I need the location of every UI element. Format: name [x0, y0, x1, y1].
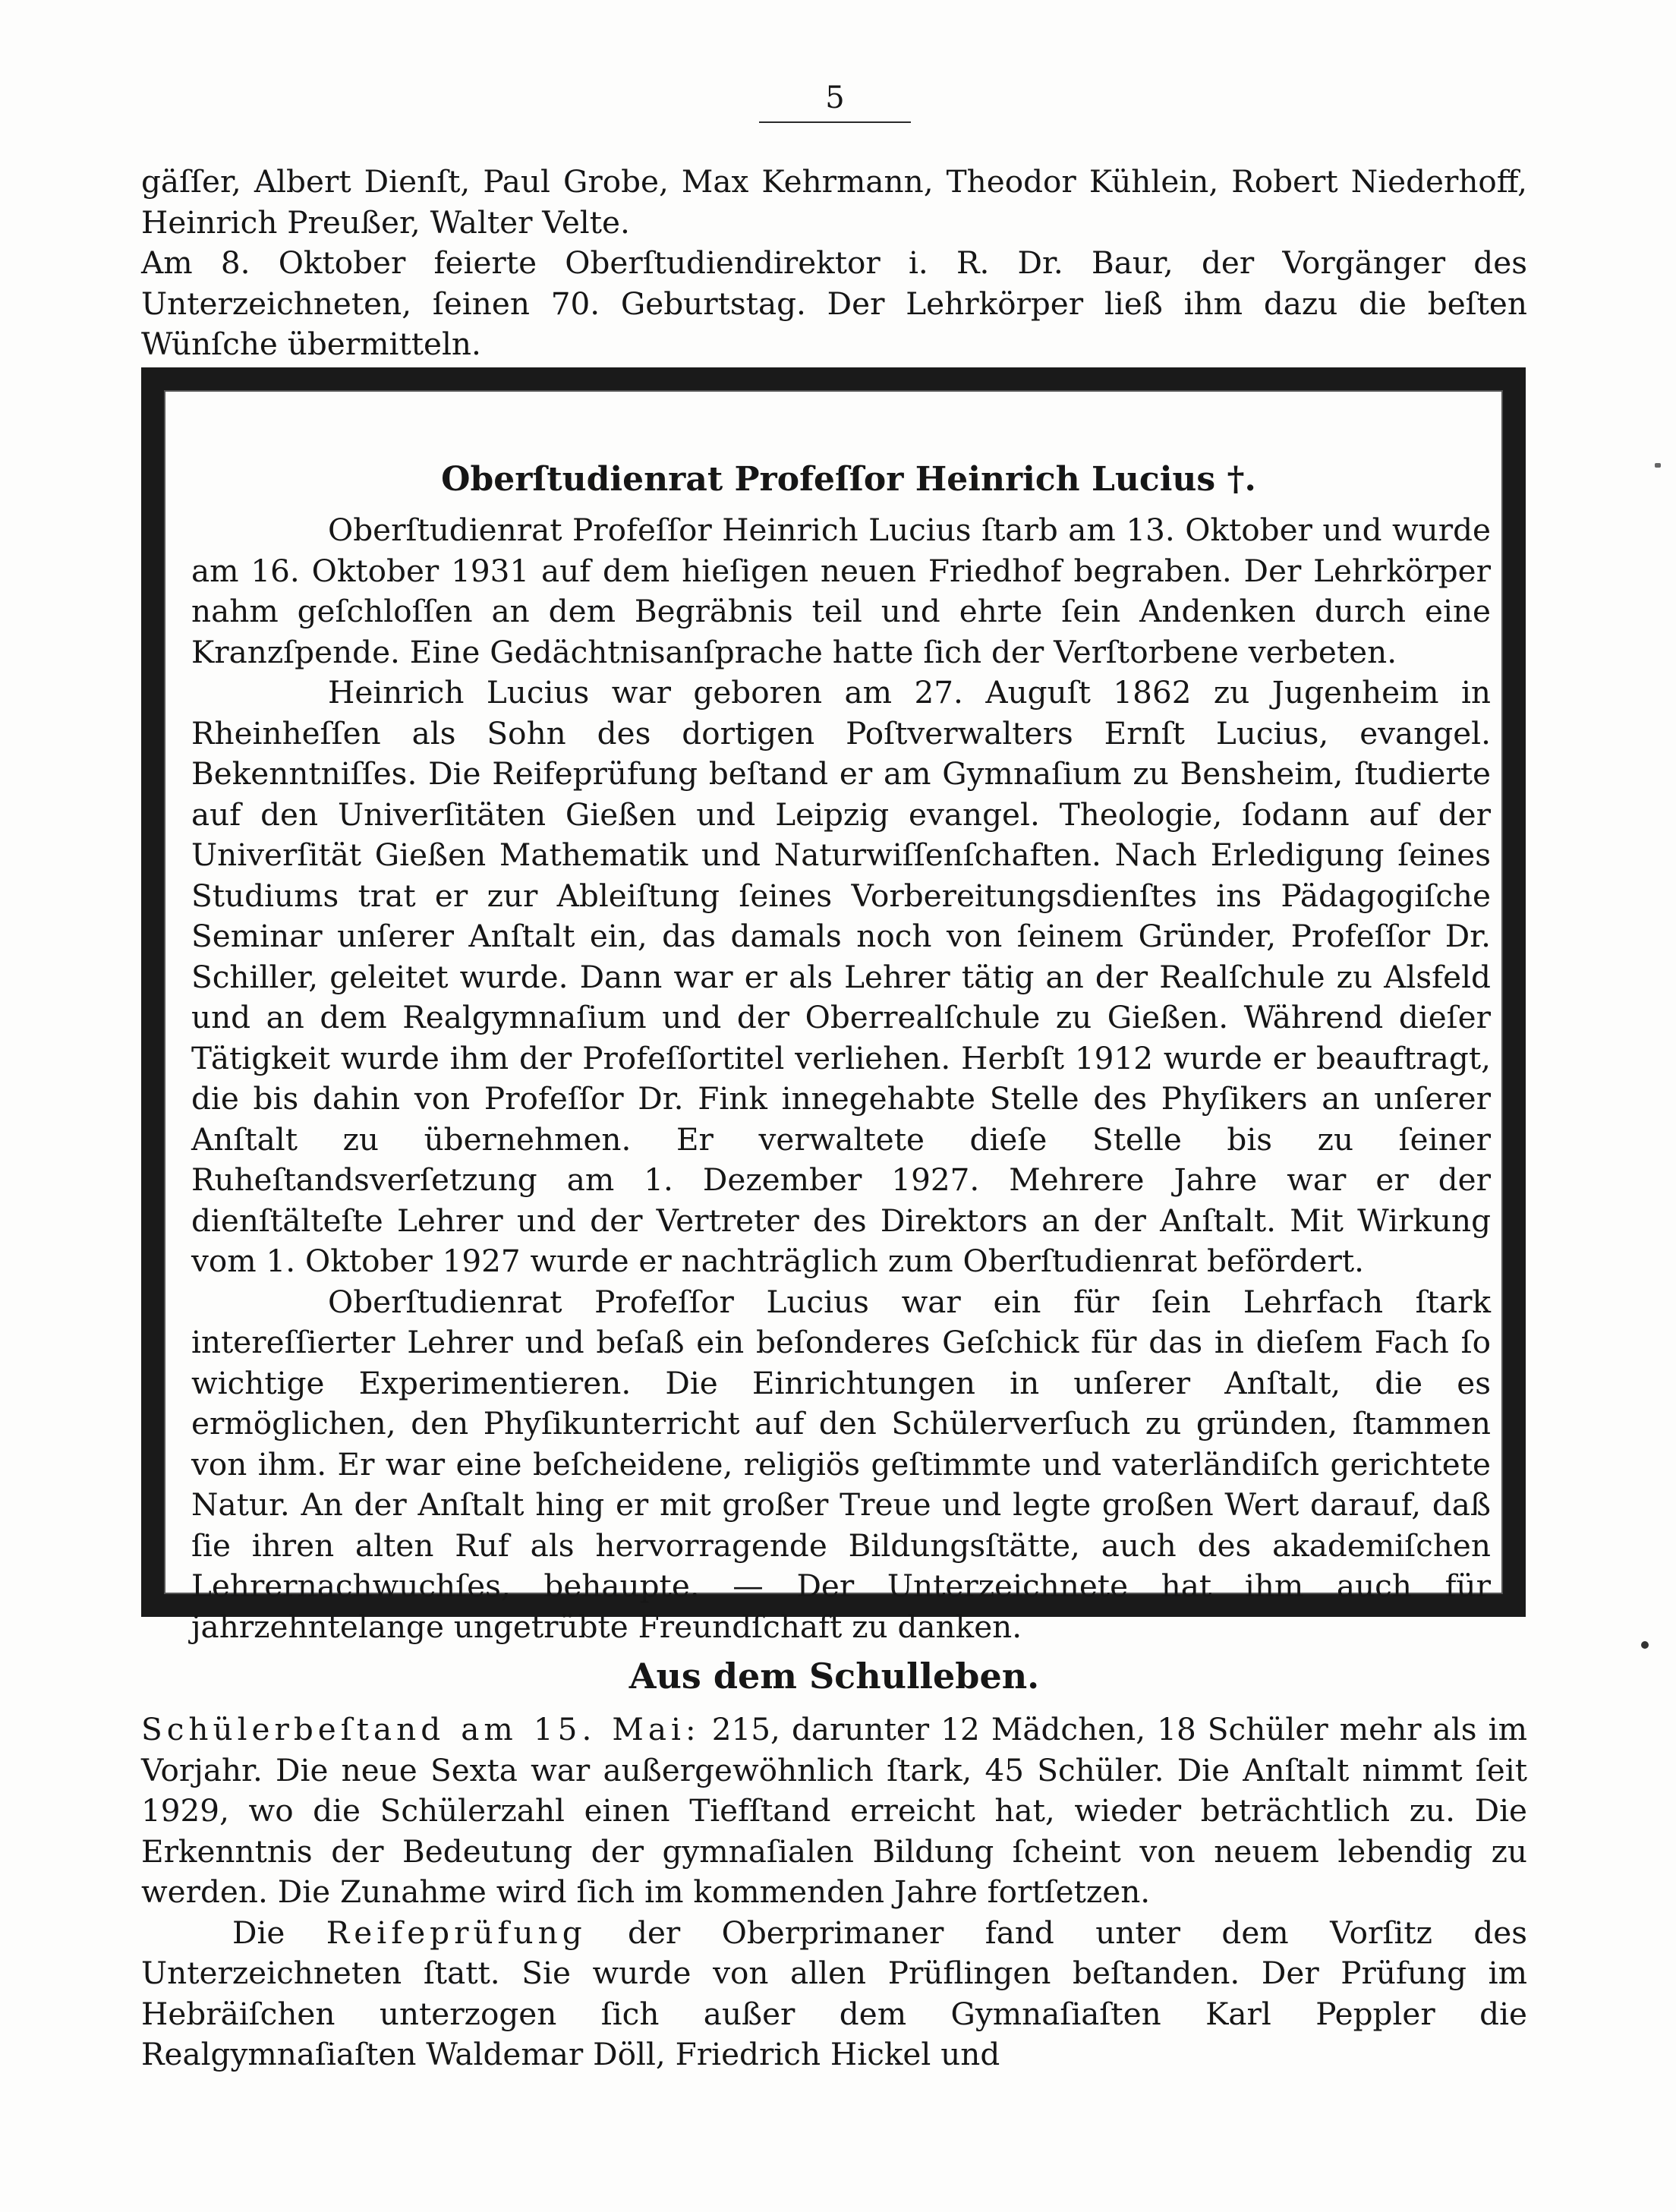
obituary-body: [191, 510, 1491, 1647]
top-text-block: [141, 162, 1527, 365]
final-exam-text: der Oberprimaner fand unter dem Vorſitz des Unterzeichneten ſtatt. Sie wurde von allen Prüflingen beſtanden. Der Prüfung im Hebräiſchen unterzogen ſich außer dem Gymnaſiaſten Karl Peppler die Realgymnaſiaſten Waldemar Döll, Friedrich Hickel und: [141, 1914, 1528, 2072]
paragraph-name-list: gäſſer, Albert Dienſt, Paul Grobe, Max Kehrmann, Theodor Kühlein, Robert Niederhoff, Heinrich Preußer, Walter Velte.: [141, 163, 1527, 241]
obituary-title: Oberſtudienrat Profeſſor Heinrich Lucius †.: [441, 460, 1256, 499]
margin-small-mark: [1655, 463, 1661, 468]
final-exam-lead: Reifeprüfung: [326, 1914, 587, 1951]
section-title: Aus dem Schulleben.: [628, 1656, 1040, 1697]
student-count-text: 215, darunter 12 Mädchen, 18 Schüler mehr als im Vorjahr. Die neue Sexta war außergewöhnlich ſtark, 45 Schüler. Die Anſtalt nimmt ſeit 1929, wo die Schülerzahl einen Tiefſtand erreicht hat, wieder beträchtlich zu. Die Erkenntnis der Bedeutung der gymnaſialen Bildung ſcheint von neuem lebendig zu werden. Die Zunahme wird ſich im kommenden Jahre fortſetzen.: [141, 1711, 1527, 1910]
page-number-rule: [759, 121, 911, 123]
school-life-text: [141, 1709, 1527, 2075]
final-exam-pre: Die: [232, 1914, 326, 1951]
paragraph-final-exam: [141, 1913, 1527, 2075]
obituary-paragraph-death: Oberſtudienrat Profeſſor Heinrich Lucius ſtarb am 13. Oktober und wurde am 16. Oktober 1931 auf dem hieſigen neuen Friedhof begraben. Der Lehrkörper nahm geſchloſſen an dem Begräbnis teil und ehrte ſein Andenken durch eine Kranzſpende. Eine Gedächtnisanſprache hatte ſich der Verſtorbene verbeten.: [191, 512, 1491, 670]
obituary-paragraph-biography: Heinrich Lucius war geboren am 27. Auguſt 1862 zu Jugenheim in Rheinheſſen als Sohn des dortigen Poſtverwalters Ernſt Lucius, evangel. Bekenntniſſes. Die Reifeprüfung beſtand er am Gymnaſium zu Bensheim, ſtudierte auf den Univerſitäten Gießen und Leipzig evangel. Theologie, ſodann auf der Univerſität Gießen Mathematik und Naturwiſſenſchaften. Nach Erledigung ſeines Studiums trat er zur Ableiſtung ſeines Vorbereitungsdienſtes ins Pädagogiſche Seminar unſerer Anſtalt ein, das damals noch von ſeinem Gründer, Profeſſor Dr. Schiller, geleitet wurde. Dann war er als Lehrer tätig an der Realſchule zu Alsfeld und an dem Realgymnaſium und der Oberrealſchule zu Gießen. Während dieſer Tätigkeit wurde ihm der Profeſſortitel verliehen. Herbſt 1912 wurde er beauftragt, die bis dahin von Profeſſor Dr. Fink innegehabte Stelle des Phyſikers an unſerer Anſtalt zu übernehmen. Er verwaltete dieſe Stelle bis zu ſeiner Ruheſtandsverſetzung am 1. Dezember 1927. Mehrere Jahre war er der dienſtälteſte Lehrer und der Vertreter des Direktors an der Anſtalt. Mit Wirkung vom 1. Oktober 1927 wurde er nachträglich zum Oberſtudienrat befördert.: [191, 674, 1491, 1279]
obituary-frame: [141, 367, 1526, 1645]
obituary-paragraph-tribute: Oberſtudienrat Profeſſor Lucius war ein für ſein Lehrfach ſtark intereſſierter Lehrer und beſaß ein beſonderes Geſchick für das in dieſem Fach ſo wichtige Experimentieren. Die Einrichtungen in unſerer Anſtalt, die es ermöglichen, den Phyſikunterricht auf den Schülerverſuch zu gründen, ſtammen von ihm. Er war eine beſcheidene, religiös geſtimmte und vaterländiſch gerichtete Natur. An der Anſtalt hing er mit großer Treue und legte großen Wert darauf, daß ſie ihren alten Ruf als hervorragende Bildungsſtätte, auch des akademiſchen Lehrernachwuchſes, behaupte. — Der Unterzeichnete hat ihm auch für jahrzehntelange ungetrübte Freundſchaft zu danken.: [191, 1283, 1491, 1645]
student-count-lead: Schülerbeſtand am 15. Mai:: [141, 1711, 701, 1747]
paragraph-birthday: Am 8. Oktober feierte Oberſtudiendirektor i. R. Dr. Baur, der Vorgänger des Unterzeichneten, ſeinen 70. Geburtstag. Der Lehrkörper ließ ihm dazu die beſten Wünſche übermitteln.: [141, 244, 1527, 362]
paragraph-student-count: [141, 1709, 1527, 1913]
page-number: 5: [825, 80, 845, 115]
margin-dot-mark: [1641, 1641, 1649, 1649]
